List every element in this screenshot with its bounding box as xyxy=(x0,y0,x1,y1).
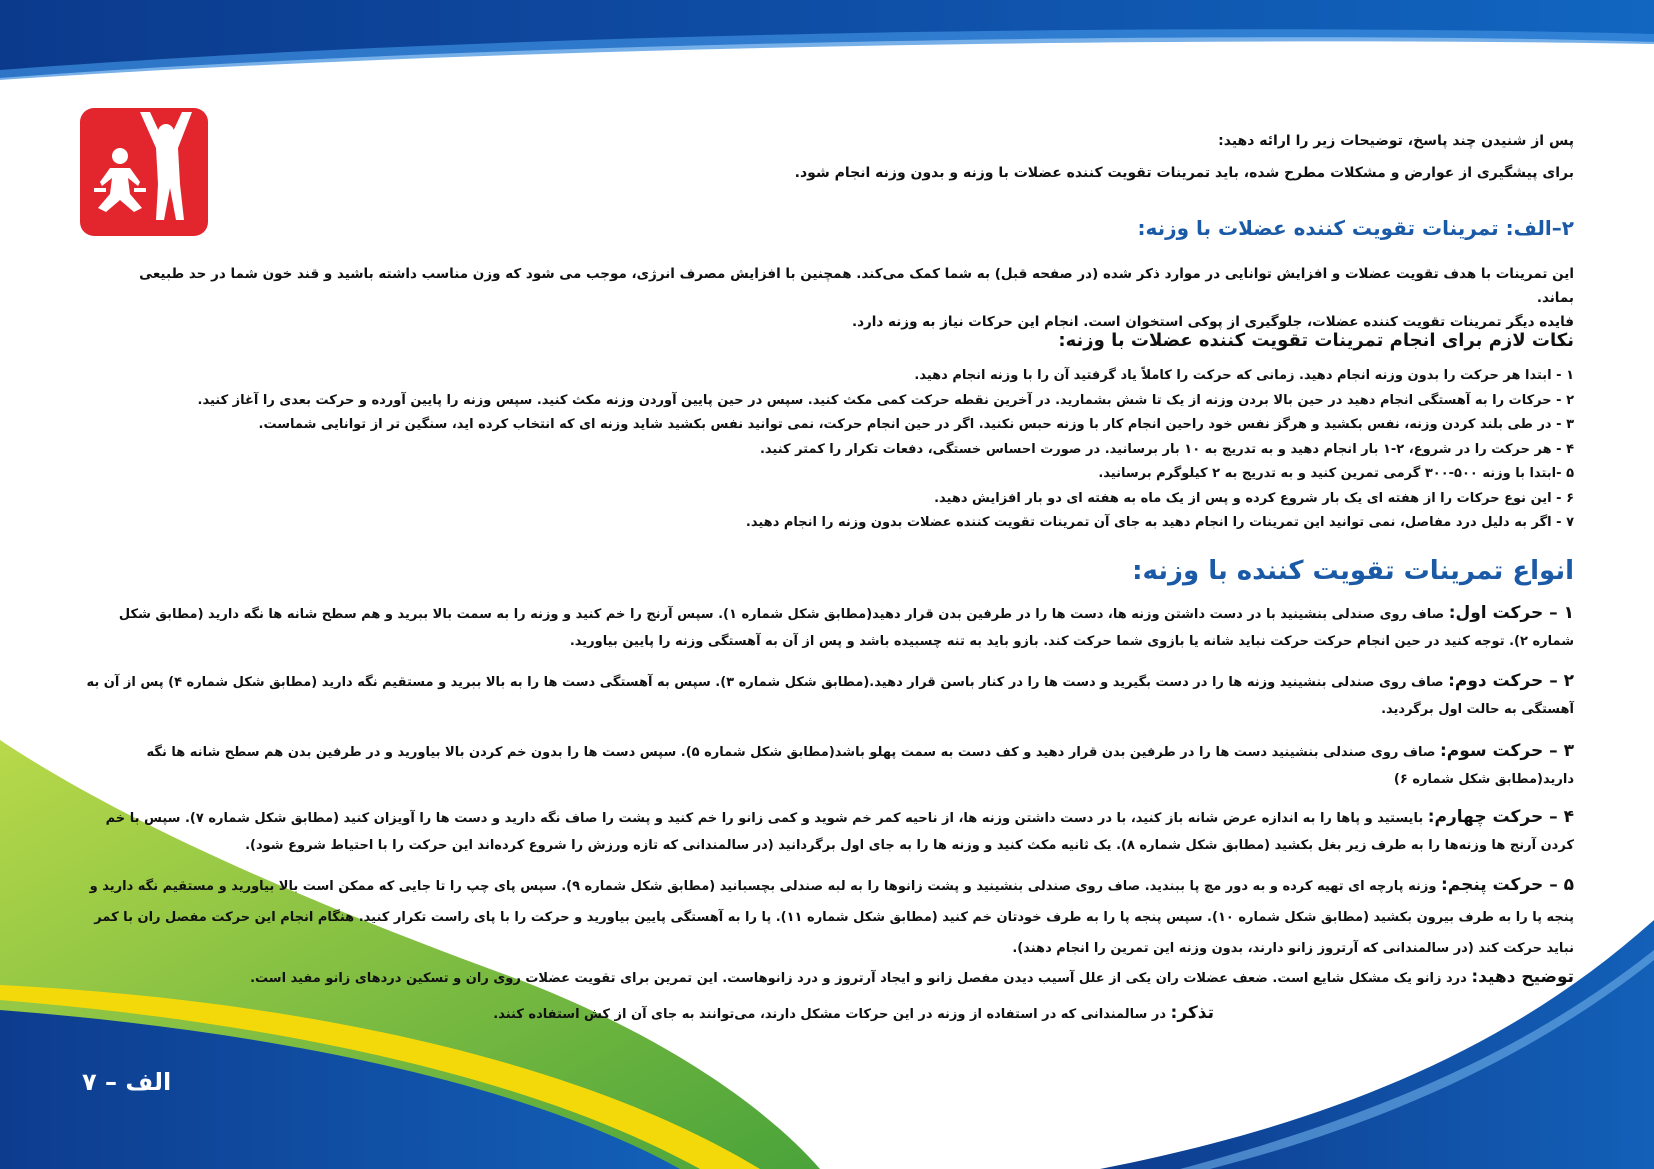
move-1 xyxy=(84,600,1574,655)
tip-item: ۳ - در طی بلند کردن وزنه، نفس بکشید و هرگز نفس خود راحین انجام کار با وزنه حبس نکنید. اگر در حین انجام حرکت، نمی توانید نفس بکشید شاید وزنه ای که انتخاب کرده اید، سنگین تر از توانایی شماست. xyxy=(258,417,1574,432)
move-4-text: بایستید و پاها را به اندازه عرض شانه باز کنید، با در دست داشتن وزنه ها، از ناحیه کمر خم شوید و کمی زانو را خم کنید و پشت را صاف نگه دارید و دست ها را آویزان کنید (مطابق شکل شماره ۷). سپس با خم کردن آرنج ها وزنه‌ها را به طرف زیر بغل بکشید (مطابق شکل شماره ۸). یک ثانیه مکث کنید و وزنه ها را به جای اول برگردانید (در سالمندانی که تازه ورزش را شروع کرده‌اند این حرکت را با احتیاط شروع شود). xyxy=(105,811,1574,853)
explain-note xyxy=(84,964,1574,992)
move-4-label: ۴ – حرکت چهارم: xyxy=(1427,807,1574,827)
tips-title: نکات لازم برای انجام تمرینات تقویت کننده عضلات با وزنه: xyxy=(1058,330,1574,351)
move-3-label: ۳ – حرکت سوم: xyxy=(1440,741,1574,761)
tips-list xyxy=(134,364,1574,536)
move-5 xyxy=(84,870,1574,964)
reminder-text: در سالمندانی که در استفاده از وزنه در این حرکات مشکل دارند، می‌توانند به جای آن از کش استفاده کنند. xyxy=(493,1007,1171,1022)
intro xyxy=(134,130,1574,194)
move-4 xyxy=(84,804,1574,859)
reminder-note xyxy=(84,1000,1214,1028)
move-3 xyxy=(84,738,1574,793)
intro-line-2: برای پیشگیری از عوارض و مشکلات مطرح شده، باید تمرینات تقویت کننده عضلات با وزنه و بدون وزنه انجام شود. xyxy=(794,165,1574,181)
explain-text: درد زانو یک مشکل شایع است. ضعف عضلات ران یکی از علل آسیب دیدن مفصل زانو و ایجاد آرتروز و درد زانوهاست. این تمرین برای تقویت عضلات روی ران و تسکین دردهای زانو مفید است. xyxy=(250,971,1472,986)
types-title: انواع تمرینات تقویت کننده با وزنه: xyxy=(1132,556,1574,586)
move-3-text: صاف روی صندلی بنشینید دست ها را در طرفین بدن قرار دهید و کف دست به سمت پهلو باشد(مطابق شکل شماره ۵). سپس دست ها را بدون خم کردن بالا بیاورید و در طرفین بدن هم سطح شانه ها نگه دارید(مطابق شکل شماره ۶) xyxy=(146,745,1574,787)
tip-item: ۲ - حرکات را به آهستگی انجام دهید در حین بالا بردن وزنه از یک تا شش بشمارید. در آخرین نقطه حرکت کمی مکث کنید. سپس در حین پایین آوردن وزنه مکث کنید. سپس وزنه را پایین آورده و حرکت بعدی را آغاز کنید. xyxy=(197,392,1574,408)
move-2-text: صاف روی صندلی بنشینید وزنه ها را در دست بگیرید و دست ها را در کنار باسن قرار دهید.(مطابق شکل شماره ۳). سپس به آهستگی دست ها را به بالا ببرید و مستقیم نگه دارید (مطابق شکل شماره ۴) پس از آن به آهستگی به حالت اول برگردید. xyxy=(86,675,1574,717)
section-paragraph-line-1: این تمرینات با هدف تقویت عضلات و افزایش توانایی در موارد ذکر شده (در صفحه قبل) به شما کمک می‌کند. همچنین با افزایش مصرف انرژی، موجب می شود که وزن مناسب داشته باشید و قند خون شما در حد طبیعی بماند. xyxy=(139,266,1574,306)
move-2-label: ۲ – حرکت دوم: xyxy=(1448,671,1574,691)
tip-item: ۶ - این نوع حرکات را از هفته ای یک بار شروع کرده و پس از یک ماه به هفته ای دو بار افزایش دهید. xyxy=(934,490,1574,506)
move-5-text: وزنه پارچه ای تهیه کرده و به دور مچ پا ببندید. صاف روی صندلی بنشینید و پشت زانوها را به لبه صندلی بچسبانید (مطابق شکل شماره ۹). سپس پای چپ را تا جایی که ممکن است بالا بیاورید و مستقیم نگه دارید و پنجه پا را به طرف بیرون بکشید (مطابق شکل شماره ۱۰). سپس پنجه پا را به طرف خودتان خم کنید (مطابق شکل شماره ۱۱). پا را به آهستگی پایین بیاورید و حرکت را با پای راست تکرار کنید. هنگام انجام این حرکت مفصل ران با کمر نباید حرکت کند (در سالمندانی که آرتروز زانو دارند، بدون وزنه این تمرین را انجام دهند). xyxy=(89,879,1574,956)
tip-item: ۴ - هر حرکت را در شروع، ۲-۱ بار انجام دهید و به تدریج به ۱۰ بار برسانید. در صورت احساس خستگی، دفعات تکرار را کمتر کنید. xyxy=(759,441,1574,457)
page-number: الف – ۷ xyxy=(82,1068,172,1096)
reminder-label: تذکر: xyxy=(1170,1003,1214,1023)
section-paragraph xyxy=(134,262,1574,334)
intro-line-1: پس از شنیدن چند پاسخ، توضیحات زیر را ارائه دهید: xyxy=(1218,133,1574,149)
tip-item: ۷ - اگر به دلیل درد مفاصل، نمی توانید این تمرینات را انجام دهید به جای آن تمرینات تقویت کننده عضلات بدون وزنه را انجام دهید. xyxy=(745,515,1574,530)
explain-label: توضیح دهید: xyxy=(1471,967,1574,987)
move-2 xyxy=(84,668,1574,723)
move-5-label: ۵ – حرکت پنجم: xyxy=(1440,875,1574,895)
section-title: ۲–الف: تمرینات تقویت کننده عضلات با وزنه: xyxy=(1137,216,1574,240)
move-1-text: صاف روی صندلی بنشینید با در دست داشتن وزنه ها، دست ها را در طرفین بدن قرار دهید(مطابق شکل شماره ۱). سپس آرنج را خم کنید و وزنه را به سمت بالا ببرید و هم سطح شانه ها نگه دارید (مطابق شکل شماره ۲). توجه کنید در حین انجام حرکت حرکت نباید شانه یا بازوی شما حرکت کند. بازو باید به تنه چسبیده باشد و پس از آن به آهستگی وزنه را پایین بیاورید. xyxy=(118,607,1574,649)
tip-item: ۵ -ابتدا با وزنه ۵۰۰-۳۰۰ گرمی تمرین کنید و به تدریج به ۲ کیلوگرم برسانید. xyxy=(1098,466,1574,481)
move-1-label: ۱ – حرکت اول: xyxy=(1448,603,1574,623)
section-paragraph-line-2: فایده دیگر تمرینات تقویت کننده عضلات، جلوگیری از پوکی استخوان است. انجام این حرکات نیاز به وزنه دارد. xyxy=(851,314,1574,330)
tip-item: ۱ - ابتدا هر حرکت را بدون وزنه انجام دهید. زمانی که حرکت را کاملاً یاد گرفتید آن را با وزنه انجام دهید. xyxy=(914,368,1574,383)
